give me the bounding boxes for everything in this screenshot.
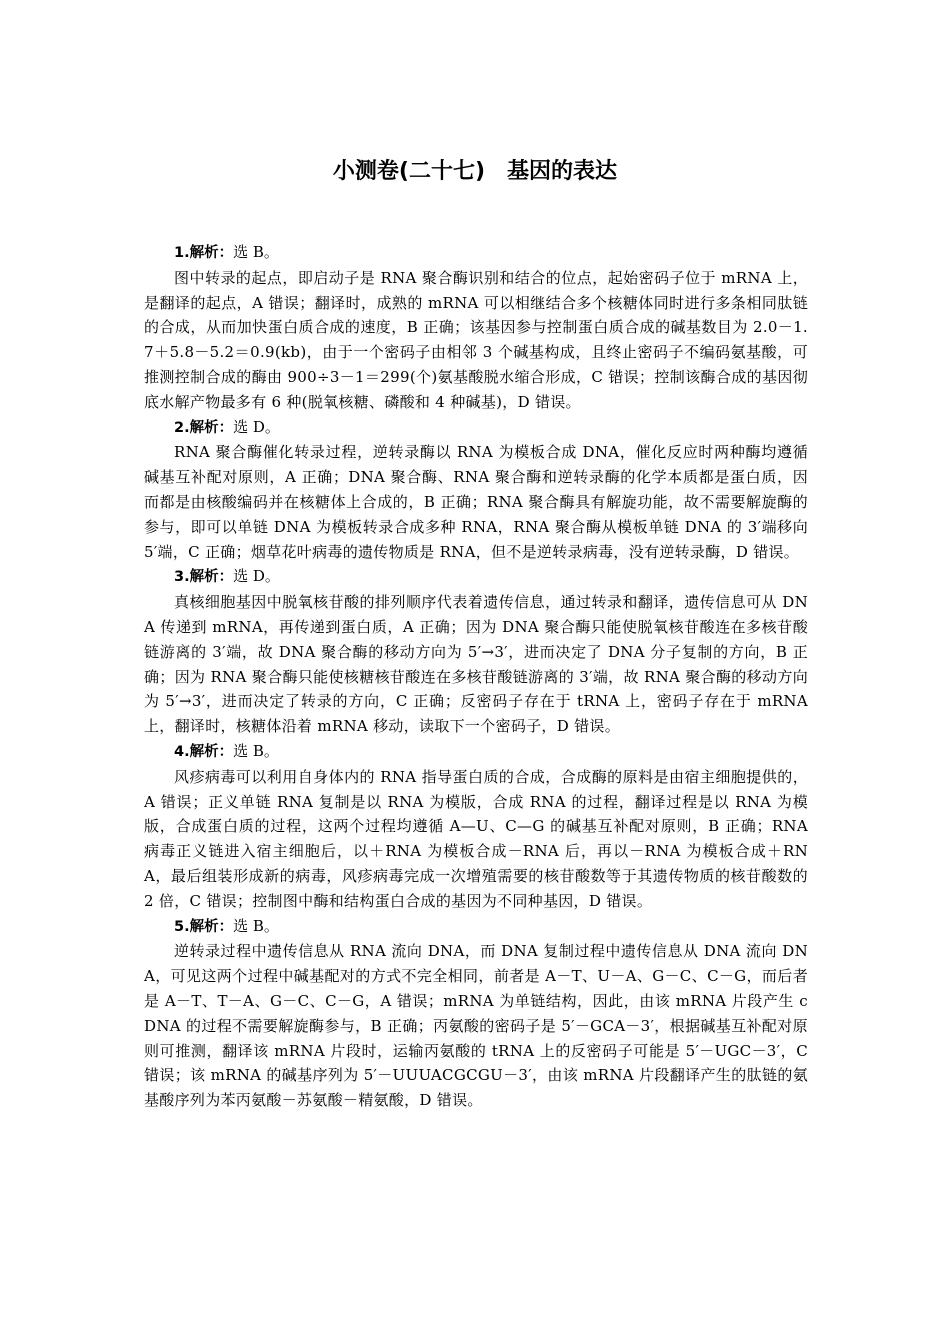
item-4-answer: 选 B。 xyxy=(233,741,279,760)
item-4-label: 4.解析： xyxy=(174,743,234,760)
item-3-body: 真核细胞基因中脱氧核苷酸的排列顺序代表着遗传信息，通过转录和翻译，遗传信息可从 DNA 传递到 mRNA，再传递到蛋白质，A 正确；因为 DNA 聚合酶只能使脱氧核苷酸连在多核苷酸链游离的 3′端，故 DNA 聚合酶的移动方向为 5′→3′，进而决定了 DNA 分子复制的方向，B 正确；因为 RNA 聚合酶只能使核糖核苷酸连在多核苷酸链游离的 3′端，故 RNA 聚合酶的移动方向为 5′→3′，进而决定了转录的方向，C 正确；反密码子存在于 tRNA 上，密码子存在于 mRNA 上，翻译时，核糖体沿着 mRNA 移动，读取下一个密码子，D 错误。 xyxy=(144,593,808,736)
item-1-body: 图中转录的起点，即启动子是 RNA 聚合酶识别和结合的位点，起始密码子位于 mRNA 上，是翻译的起点，A 错误；翻译时，成熟的 mRNA 可以相继结合多个核糖体同时进行多条相同肽链的合成，从而加快蛋白质合成的速度，B 正确；该基因参与控制蛋白质合成的碱基数目为 2.0－1.7＋5.8－5.2＝0.9(kb)，由于一个密码子由相邻 3 个碱基构成，且终止密码子不编码氨基酸，可推测控制合成的酶由 900÷3－1＝299(个)氨基酸脱水缩合形成，C 错误；控制该酶合成的基因彻底水解产物最多有 6 种(脱氧核糖、磷酸和 4 种碱基)，D 错误。 xyxy=(144,268,808,411)
title-part2: 基因的表达 xyxy=(507,159,618,184)
item-5-answer: 选 B。 xyxy=(233,916,279,935)
item-2-label: 2.解析： xyxy=(174,419,234,436)
item-4-heading xyxy=(144,739,808,765)
item-3-label: 3.解析： xyxy=(174,569,234,586)
item-5-heading xyxy=(144,914,808,940)
item-2-body: RNA 聚合酶催化转录过程，逆转录酶以 RNA 为模板合成 DNA，催化反应时两种酶均遵循碱基互补配对原则，A 正确；DNA 聚合酶、RNA 聚合酶和逆转录酶的化学本质都是蛋白质，因而都是由核酸编码并在核糖体上合成的，B 正确；RNA 聚合酶具有解旋功能，故不需要解旋酶的参与，即可以单链 DNA 为模板转录合成多种 RNA，RNA 聚合酶从模板单链 DNA 的 3′端移向 5′端，C 正确；烟草花叶病毒的遗传物质是 RNA，但不是逆转录病毒，没有逆转录酶，D 错误。 xyxy=(144,443,808,561)
title-part1: 小测卷(二十七) xyxy=(332,159,486,184)
page-title xyxy=(0,154,950,185)
item-3-answer: 选 D。 xyxy=(233,567,280,586)
item-2-answer: 选 D。 xyxy=(233,417,280,436)
answer-list xyxy=(144,240,808,1113)
item-2-heading xyxy=(144,415,808,441)
item-5-body: 逆转录过程中遗传信息从 RNA 流向 DNA，而 DNA 复制过程中遗传信息从 DNA 流向 DNA，可见这两个过程中碱基配对的方式不完全相同，前者是 A－T、U－A、G－C、C－G，而后者是 A－T、T－A、G－C、C－G，A 错误；mRNA 为单链结构，因此，由该 mRNA 片段产生 cDNA 的过程不需要解旋酶参与，B 正确；丙氨酸的密码子是 5′－GCA－3′，根据碱基互补配对原则可推测，翻译该 mRNA 片段时，运输丙氨酸的 tRNA 上的反密码子可能是 5′－UGC－3′，C 错误；该 mRNA 的碱基序列为 5′－UUUACGCGU－3′，由该 mRNA 片段翻译产生的肽链的氨基酸序列为苯丙氨酸－苏氨酸－精氨酸，D 错误。 xyxy=(144,942,808,1110)
item-1-label: 1.解析： xyxy=(174,245,234,261)
item-5-label: 5.解析： xyxy=(174,918,234,935)
item-4-body: 风疹病毒可以利用自身体内的 RNA 指导蛋白质的合成，合成酶的原料是由宿主细胞提供的，A 错误；正义单链 RNA 复制是以 RNA 为模版，合成 RNA 的过程，翻译过程是以 RNA 为模版，合成蛋白质的过程，这两个过程均遵循 A—U、C—G 的碱基互补配对原则，B 正确；RNA 病毒正义链进入宿主细胞后，以＋RNA 为模板合成－RNA 后，再以－RNA 为模板合成＋RNA，最后组装形成新的病毒，风疹病毒完成一次增殖需要的核苷酸数等于其遗传物质的核苷酸数的 2 倍，C 错误；控制图中酶和结构蛋白合成的基因为不同种基因，D 错误。 xyxy=(144,767,808,910)
item-1-answer: 选 B。 xyxy=(233,243,279,261)
item-1-heading xyxy=(144,240,808,266)
item-3-heading xyxy=(144,564,808,590)
